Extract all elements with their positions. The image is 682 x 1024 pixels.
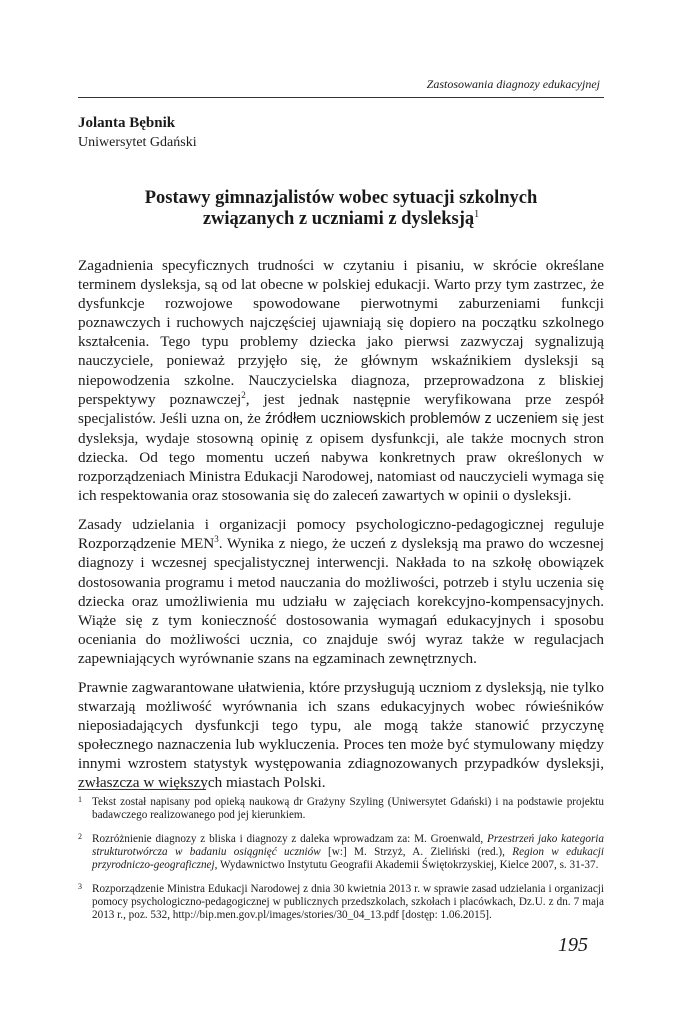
- footnote-text: Rozporządzenie Ministra Edukacji Narodowej z dnia 30 kwietnia 2013 r. w sprawie zasad udzielania i organizacji pomocy psychologiczno-pedagogicznej w publicznych przedszkolach, szkołach i placówkach, Dz.U. z dn. 7 maja 2013 r., poz. 532, http://bip.men.gov.pl/images/stories/30_04_13.pdf [dostęp: 1.06.2015].: [92, 883, 604, 921]
- paragraph-2: [78, 515, 604, 668]
- paragraph-1-text-d: się jest dysleksja, wydaje stosowną opinię z opisem dysfunkcji, ale także mocnych stron dziecka. Od tego momentu uczeń nabywa konkretnych praw określonych w rozporządzeniach Ministra Edukacji Narodowej, natomiast od nauczycieli wymaga się ich respektowania oraz stosowania się do zaleceń zawartych w opinii o dysleksji.: [78, 409, 604, 505]
- header-rule: [78, 97, 604, 98]
- footnote-text-b: [w:] M. Strzyż, A. Zieliński (red.),: [320, 846, 513, 858]
- paragraph-2-text-b: . Wynika z niego, że uczeń z dysleksją ma prawo do wczesnej diagnozy i wczesnej specjalistycznej interwencji. Nakłada to na szkołę obowiązek dostosowania programu i metod nauczania do możliwości, potrzeb i stylu uczenia się dziecka oraz umożliwienia mu udziału w zajęciach korekcyjno-kompensacyjnych. Wiąże się z tym konieczność dostosowania wymagań edukacyjnych i sposobu oceniania do możliwości ucznia, co znajduje swój wyraz także w regulacjach zapewniających wyrównanie szans na egzaminach zewnętrznych.: [78, 535, 604, 667]
- footnote-title-a: Przestrzeń jako kategoria strukturotwórcza w badaniu osiągnięć uczniów: [92, 833, 604, 858]
- author-affiliation: Uniwersytet Gdański: [78, 135, 197, 150]
- paragraph-1-text-b: , jest jednak następnie weryfikowana prze zespół specjalistów. Jeśli uzna on, że: [78, 390, 605, 427]
- paragraph-1-text-a: Zagadnienia specyficznych trudności w czytaniu i pisaniu, w skrócie określane terminem dysleksja, są od lat obecne w polskiej edukacji. Warto przy tym zastrzec, że dysfunkcje rozwojowe spowodowane pierwotnymi zaburzeniami funkcji poznawczych i ruchowych najczęściej ujawniają się dopiero na początku szkolnego kształcenia. Tego typu problemy dziecka jako pierwsi zazwyczaj sygnalizują nauczyciele, ponieważ przyjęło się, że głównym wskaźnikiem dysleksji są niepowodzenia szkolne. Nauczycielska diagnoza, przeprowadzona z bliskiej perspektywy poznawczej: [78, 257, 604, 408]
- footnote-ref-3[interactable]: 3: [214, 534, 219, 545]
- author-name: Jolanta Bębnik: [78, 115, 176, 131]
- running-head: Zastosowania diagnozy edukacyjnej: [426, 77, 600, 91]
- footnote-ref-2[interactable]: 2: [241, 389, 246, 400]
- footnote-title-b: Region w edukacji przyrodniczo-geograficznej: [92, 846, 605, 871]
- paragraph-2-text-a: Zasady udzielania i organizacji pomocy psychologiczno-pedagogicznej reguluje Rozporządzenie MEN: [78, 516, 604, 553]
- page-number: 195: [558, 934, 588, 956]
- footnote-rule: [78, 789, 206, 790]
- footnote-number: 2: [78, 832, 82, 841]
- paragraph-1-text-c: źródłem uczniowskich problemów z uczeniem: [264, 410, 558, 427]
- footnote-text-c: , Wydawnictwo Instytutu Geografii Akademii Świętokrzyskiej, Kielce 2007, s. 31-37.: [214, 859, 599, 871]
- paragraph-1: [78, 256, 604, 505]
- footnote-number: 1: [78, 795, 82, 804]
- article-body: [78, 256, 604, 803]
- footnote-number: 3: [78, 882, 82, 891]
- footnotes: [78, 796, 604, 933]
- footnote-text: Tekst został napisany pod opieką naukową dr Grażyny Szyling (Uniwersytet Gdański) i na podstawie projektu badawczego realizowanego pod jej kierunkiem.: [92, 796, 604, 821]
- title-line-2: [78, 209, 604, 230]
- footnote-2: [78, 833, 604, 872]
- footnote-text-a: Rozróżnienie diagnozy z bliska i diagnozy z daleka wprowadzam za: M. Groenwald,: [92, 833, 487, 845]
- footnote-1: [78, 796, 604, 822]
- footnote-3: [78, 883, 604, 922]
- paragraph-3: Prawnie zagwarantowane ułatwienia, które przysługują uczniom z dysleksją, nie tylko stwarzają możliwość wyrównania ich szans edukacyjnych wobec rówieśników nieposiadających dysfunkcji tego typu, ale mogą także stanowić przyczynę społecznego naznaczenia lub wykluczenia. Proces ten może być stymulowany między innymi wzrostem statystyk występowania zdiagnozowanych przypadków dysleksji, zwłaszcza w większych miastach Polski.: [78, 678, 604, 792]
- title-line-2-text: związanych z uczniami z dysleksją: [202, 209, 475, 229]
- title-footnote-mark[interactable]: 1: [474, 208, 480, 220]
- title-line-1: Postawy gimnazjalistów wobec sytuacji szkolnych: [144, 188, 538, 208]
- article-title: [78, 188, 604, 230]
